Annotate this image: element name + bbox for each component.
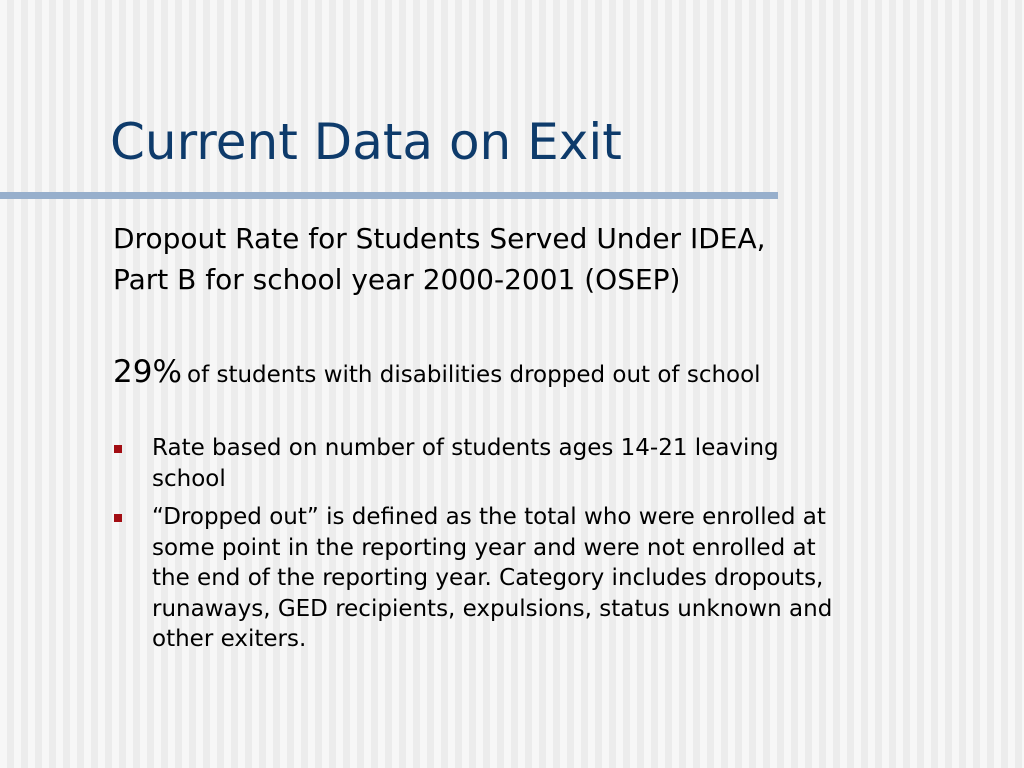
subtitle-line: Part B for school year 2000-2001 (OSEP) [113, 263, 681, 296]
square-bullet-icon [114, 445, 122, 453]
dropout-stat [113, 350, 993, 399]
bullet-line: “Dropped out” is defined as the total who were enrolled at [152, 504, 826, 530]
stat-text: of students with disabilities dropped out of school [187, 362, 761, 388]
square-bullet-icon [114, 514, 122, 522]
bullet-item [110, 502, 1010, 655]
bullet-line: runaways, GED recipients, expulsions, status unknown and [152, 595, 833, 622]
bullet-item [110, 433, 1010, 494]
slide-title: Current Data on Exit [110, 113, 622, 171]
bullet-line: school [152, 465, 226, 492]
bullet-line: other exiters. [152, 626, 307, 652]
stat-value: 29% [113, 354, 182, 390]
bullet-line: the end of the reporting year. Category includes dropouts, [152, 565, 824, 591]
bullet-line: some point in the reporting year and were not enrolled at [152, 534, 816, 561]
title-divider [0, 192, 778, 199]
bullet-list [110, 433, 1010, 663]
slide-subtitle [113, 218, 993, 300]
bullet-line: Rate based on number of students ages 14-21 leaving [152, 435, 779, 461]
subtitle-line: Dropout Rate for Students Served Under IDEA, [113, 222, 766, 255]
